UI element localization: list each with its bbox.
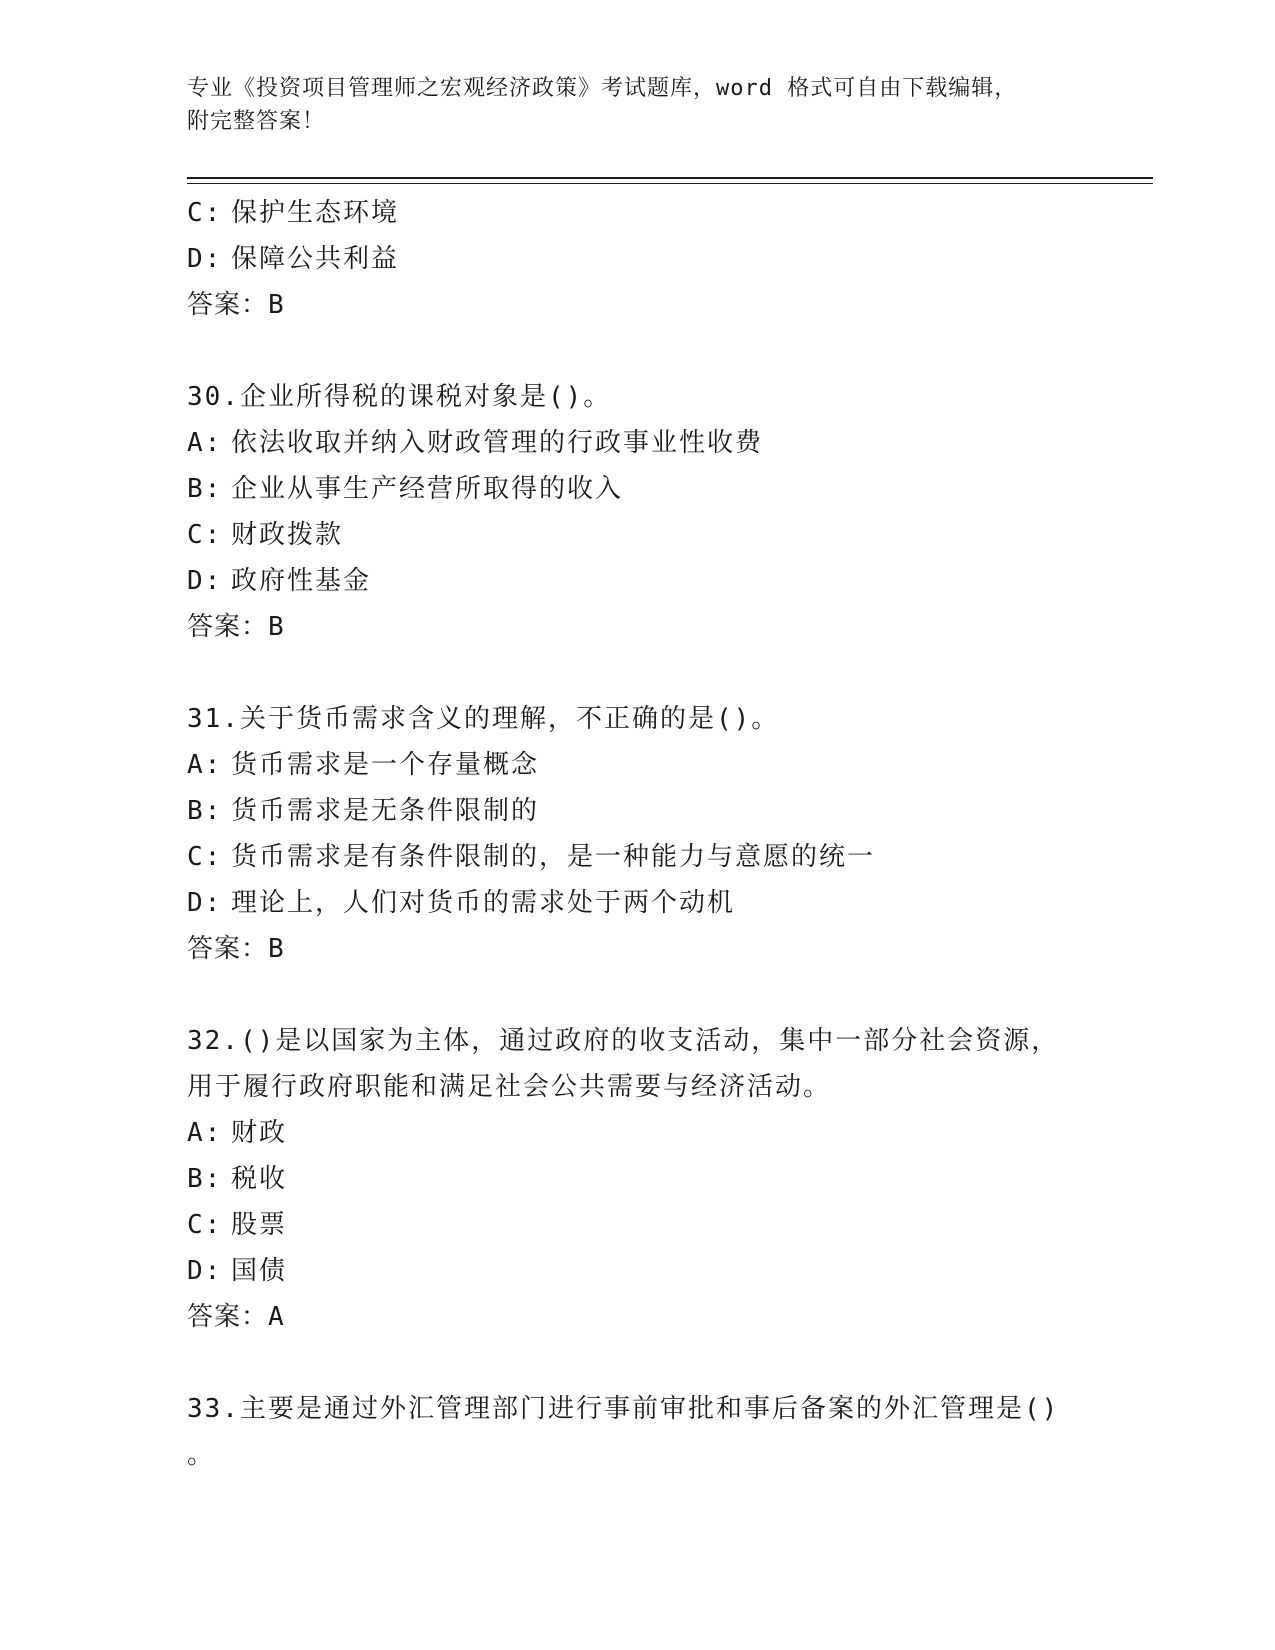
option-letter: A: (187, 428, 223, 458)
answer-line: 答案：B (187, 934, 285, 964)
option-text: 税收 (231, 1164, 288, 1194)
option-b (187, 1156, 1087, 1202)
question-stem-line-1: 32.()是以国家为主体，通过政府的收支活动，集中一部分社会资源， (187, 1026, 1060, 1056)
option-letter: B: (187, 1164, 223, 1194)
spacer (187, 328, 1087, 374)
option-text: 保护生态环境 (231, 198, 400, 228)
question-stem: 31.关于货币需求含义的理解，不正确的是()。 (187, 704, 780, 734)
document-header (187, 72, 1067, 138)
option-letter: D: (187, 566, 223, 596)
option-text: 理论上，人们对货币的需求处于两个动机 (231, 888, 736, 918)
option-letter: D: (187, 244, 223, 274)
option-text: 企业从事生产经营所取得的收入 (231, 474, 624, 504)
option-letter: C: (187, 198, 223, 228)
option-text: 货币需求是一个存量概念 (231, 750, 540, 780)
option-letter: B: (187, 474, 223, 504)
option-text: 财政 (231, 1118, 288, 1148)
option-text: 货币需求是无条件限制的 (231, 796, 540, 826)
option-letter: D: (187, 1256, 223, 1286)
answer-line: 答案：A (187, 1302, 285, 1332)
option-letter: A: (187, 750, 223, 780)
option-text: 货币需求是有条件限制的，是一种能力与意愿的统一 (231, 842, 876, 872)
option-d (187, 880, 1087, 926)
option-letter: B: (187, 796, 223, 826)
spacer (187, 1340, 1087, 1386)
option-d (187, 236, 1087, 282)
header-rule-thin (187, 183, 1153, 184)
option-text: 依法收取并纳入财政管理的行政事业性收费 (231, 428, 764, 458)
question-list (187, 190, 1087, 1478)
option-c (187, 190, 1087, 236)
option-a (187, 420, 1087, 466)
option-letter: A: (187, 1118, 223, 1148)
option-b (187, 466, 1087, 512)
header-rule-thick (187, 177, 1153, 179)
option-letter: C: (187, 520, 223, 550)
option-b (187, 788, 1087, 834)
question-31 (187, 696, 1087, 972)
option-c (187, 512, 1087, 558)
option-d (187, 558, 1087, 604)
answer-line: 答案：B (187, 612, 285, 642)
option-letter: C: (187, 1210, 223, 1240)
question-stem-line-2: 用于履行政府职能和满足社会公共需要与经济活动。 (187, 1072, 832, 1102)
option-text: 国债 (231, 1256, 288, 1286)
spacer (187, 650, 1087, 696)
header-line-1: 专业《投资项目管理师之宏观经济政策》考试题库，word 格式可自由下载编辑， (187, 76, 1018, 101)
option-d (187, 1248, 1087, 1294)
option-c (187, 834, 1087, 880)
spacer (187, 972, 1087, 1018)
option-a (187, 1110, 1087, 1156)
option-text: 保障公共利益 (231, 244, 400, 274)
question-stem-line-2: 。 (187, 1440, 216, 1470)
option-text: 财政拨款 (231, 520, 344, 550)
option-text: 股票 (231, 1210, 288, 1240)
option-text: 政府性基金 (231, 566, 372, 596)
option-a (187, 742, 1087, 788)
question-29-tail (187, 190, 1087, 328)
header-line-2: 附完整答案！ (187, 109, 326, 134)
question-stem-line-1: 33.主要是通过外汇管理部门进行事前审批和事后备案的外汇管理是() (187, 1394, 1060, 1424)
question-32 (187, 1018, 1087, 1340)
question-33 (187, 1386, 1087, 1478)
question-30 (187, 374, 1087, 650)
answer-line: 答案：B (187, 290, 285, 320)
option-letter: D: (187, 888, 223, 918)
option-c (187, 1202, 1087, 1248)
question-stem: 30.企业所得税的课税对象是()。 (187, 382, 612, 412)
option-letter: C: (187, 842, 223, 872)
